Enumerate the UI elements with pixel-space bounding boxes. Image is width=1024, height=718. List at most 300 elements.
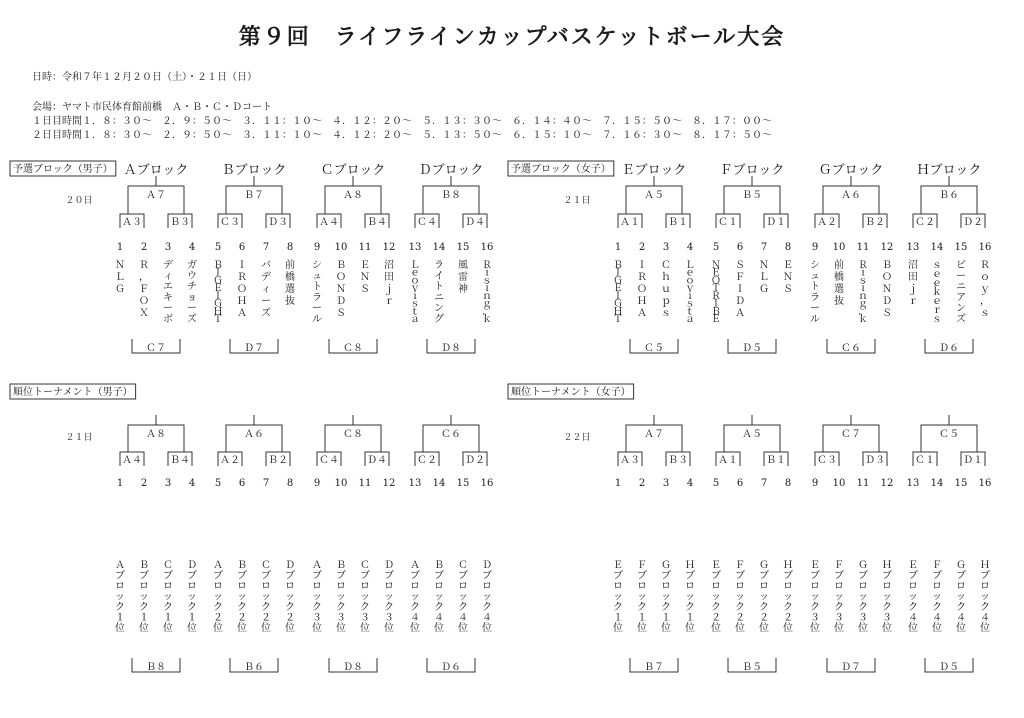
svg-text:ー: ー xyxy=(312,303,322,315)
svg-text:ロ: ロ xyxy=(187,581,197,592)
svg-text:ロ: ロ xyxy=(685,581,695,592)
svg-text:Ｅ: Ｅ xyxy=(908,560,918,571)
svg-text:ブ: ブ xyxy=(685,570,695,582)
svg-text:イ: イ xyxy=(434,270,444,282)
svg-text:１: １ xyxy=(163,612,173,624)
ranking-0-0-bottom-game: Ｂ８ xyxy=(146,662,166,673)
team-number: 9 xyxy=(313,242,321,253)
svg-text:ｏ: ｏ xyxy=(685,275,695,287)
team-name xyxy=(980,260,990,319)
svg-text:ッ: ッ xyxy=(410,591,420,603)
svg-text:ウ: ウ xyxy=(187,270,197,282)
team-name xyxy=(858,260,868,325)
prelim-0-2-right-game: Ｂ４ xyxy=(367,217,387,228)
svg-text:ク: ク xyxy=(882,602,892,613)
svg-text:ロ: ロ xyxy=(458,581,468,592)
svg-text:１: １ xyxy=(613,612,623,624)
ranking-1-3-right-game: Ｄ１ xyxy=(963,455,983,466)
seed-number: 10 xyxy=(832,478,846,489)
team-number: 3 xyxy=(164,242,172,253)
svg-text:Ｎ: Ｎ xyxy=(711,260,721,271)
ranking-0-3-bottom-game: Ｄ６ xyxy=(441,662,461,673)
svg-text:ロ: ロ xyxy=(115,581,125,592)
event-dates: 日時：令和７年１２月２０日（土）・２１日（日） xyxy=(32,72,257,83)
svg-text:ブ: ブ xyxy=(482,570,492,582)
svg-text:１: １ xyxy=(685,612,695,624)
team-name xyxy=(434,259,444,325)
svg-text:３: ３ xyxy=(882,612,892,624)
svg-text:Ｏ: Ｏ xyxy=(139,296,149,307)
prelim-1-0-top-game: Ａ５ xyxy=(644,190,664,201)
svg-text:ｋ: ｋ xyxy=(858,314,868,325)
svg-text:ｓ: ｓ xyxy=(685,298,695,310)
block-name-1-0: Ｅブロック xyxy=(621,163,687,178)
seed-label xyxy=(360,560,370,634)
svg-text:ク: ク xyxy=(163,602,173,613)
svg-text:Ｅ: Ｅ xyxy=(711,314,721,325)
svg-text:位: 位 xyxy=(980,623,990,634)
svg-text:選: 選 xyxy=(834,284,844,295)
svg-text:Ｅ: Ｅ xyxy=(360,260,370,271)
svg-text:ｓ: ｓ xyxy=(661,308,671,319)
team-number: 13 xyxy=(408,242,422,253)
ranking-1-1-left-game: Ａ１ xyxy=(718,455,738,466)
svg-text:ブ: ブ xyxy=(980,570,990,582)
svg-text:Ｄ: Ｄ xyxy=(285,560,295,571)
seed-label xyxy=(139,560,149,634)
svg-text:位: 位 xyxy=(834,623,844,634)
seed-label xyxy=(711,560,721,634)
svg-text:Ｎ: Ｎ xyxy=(783,272,793,283)
svg-text:Ｉ: Ｉ xyxy=(637,260,647,271)
prelim-section-label-1: 予選ブロック（女子） xyxy=(511,164,611,175)
team-name xyxy=(882,260,892,319)
svg-text:ｅ: ｅ xyxy=(410,267,420,279)
svg-text:Ｇ: Ｇ xyxy=(661,560,671,571)
seed-number: 1 xyxy=(614,478,622,489)
team-name xyxy=(956,259,966,325)
seed-number: 8 xyxy=(784,478,792,489)
svg-text:ブ: ブ xyxy=(115,570,125,582)
svg-text:ク: ク xyxy=(285,602,295,613)
team-name xyxy=(336,260,346,319)
seed-label xyxy=(434,560,444,634)
svg-text:ロ: ロ xyxy=(213,581,223,592)
team-name xyxy=(237,260,247,319)
svg-text:ク: ク xyxy=(932,602,942,613)
svg-text:位: 位 xyxy=(336,623,346,634)
svg-text:Ｅ: Ｅ xyxy=(213,283,223,295)
prelim-1-2-top-game: Ａ６ xyxy=(841,190,861,201)
svg-text:Ｃ: Ｃ xyxy=(360,560,370,571)
svg-text:ッ: ッ xyxy=(384,591,394,603)
svg-text:Ｌ: Ｌ xyxy=(410,260,420,271)
ranking-0-1-top-game: Ａ６ xyxy=(244,429,264,440)
svg-text:ロ: ロ xyxy=(858,581,868,592)
ranking-1-2-bottom-game: Ｄ７ xyxy=(841,662,861,673)
svg-text:Ｆ: Ｆ xyxy=(735,272,745,283)
ranking-0-3-top-game: Ｃ６ xyxy=(441,429,461,440)
svg-text:ｓ: ｓ xyxy=(932,314,942,325)
svg-text:Ａ: Ａ xyxy=(637,308,647,319)
svg-text:ロ: ロ xyxy=(139,581,149,592)
svg-text:ク: ク xyxy=(187,602,197,613)
svg-text:ｔ: ｔ xyxy=(410,306,420,318)
ranking-1-0-bottom-game: Ｂ７ xyxy=(644,662,664,673)
svg-text:ッ: ッ xyxy=(759,591,769,603)
svg-text:ラ: ラ xyxy=(810,292,820,304)
svg-text:，: ， xyxy=(139,272,149,283)
seed-label xyxy=(285,560,295,634)
day1-schedule: １日目時間１．８：３０～ ２．９：５０～ ３．１１：１０～ ４．１２：２０～ ５．１３：３０～ ６．１４：４０～ ７．１５：５０～ ８．１７：００～ xyxy=(32,116,772,127)
svg-text:Ｃ: Ｃ xyxy=(261,560,271,571)
prelim-1-3-top-game: Ｂ６ xyxy=(939,190,959,201)
svg-text:Ｇ: Ｇ xyxy=(956,560,966,571)
team-number: 11 xyxy=(856,242,870,253)
svg-text:ｉ: ｉ xyxy=(858,283,868,295)
svg-text:４: ４ xyxy=(908,612,918,624)
seed-number: 2 xyxy=(638,478,646,489)
svg-text:ブ: ブ xyxy=(858,570,868,582)
ranking-0-1-left-game: Ａ２ xyxy=(220,455,240,466)
svg-text:Ｎ: Ｎ xyxy=(115,260,125,271)
svg-text:ル: ル xyxy=(312,314,322,325)
svg-text:ブ: ブ xyxy=(410,570,420,582)
seed-label xyxy=(810,560,820,634)
prelim-0-3-right-game: Ｄ４ xyxy=(465,217,485,228)
ranking-1-0-right-game: Ｂ３ xyxy=(668,455,688,466)
svg-text:Ｔ: Ｔ xyxy=(613,314,623,325)
svg-text:ブ: ブ xyxy=(458,570,468,582)
svg-text:ロ: ロ xyxy=(834,581,844,592)
svg-text:Ｅ: Ｅ xyxy=(711,267,721,279)
svg-text:Ａ: Ａ xyxy=(735,308,745,319)
svg-text:Ｅ: Ｅ xyxy=(613,283,623,295)
svg-text:Ｇ: Ｇ xyxy=(759,284,769,295)
svg-text:Ｂ: Ｂ xyxy=(237,560,247,571)
svg-text:デ: デ xyxy=(261,272,271,283)
seed-label xyxy=(482,560,492,634)
team-number: 6 xyxy=(238,242,246,253)
team-name xyxy=(810,260,820,325)
svg-text:Ｂ: Ｂ xyxy=(882,260,892,271)
svg-text:ク: ク xyxy=(834,602,844,613)
team-number: 1 xyxy=(614,242,622,253)
team-number: 1 xyxy=(116,242,124,253)
svg-text:位: 位 xyxy=(685,623,695,634)
svg-text:１: １ xyxy=(115,612,125,624)
svg-text:ｇ: ｇ xyxy=(858,298,868,310)
svg-text:ビ: ビ xyxy=(956,260,966,271)
team-number: 16 xyxy=(480,242,494,253)
svg-text:Ｃ: Ｃ xyxy=(661,260,671,271)
svg-text:Ａ: Ａ xyxy=(115,560,125,571)
svg-text:ッ: ッ xyxy=(711,591,721,603)
svg-text:ｒ: ｒ xyxy=(932,305,942,316)
svg-text:位: 位 xyxy=(637,623,647,634)
svg-text:ｅ: ｅ xyxy=(932,278,942,289)
team-name xyxy=(482,260,492,325)
svg-text:ィ: ィ xyxy=(261,284,271,295)
block-name-1-1: Ｆブロック xyxy=(719,163,785,178)
ranking-date-0: ２１日 xyxy=(65,433,93,443)
seed-number: 12 xyxy=(382,478,396,489)
svg-text:ク: ク xyxy=(956,602,966,613)
svg-text:位: 位 xyxy=(711,623,721,634)
svg-text:Ｆ: Ｆ xyxy=(637,560,647,571)
prelim-0-0-top-game: Ａ７ xyxy=(146,190,166,201)
svg-text:ロ: ロ xyxy=(810,581,820,592)
svg-text:位: 位 xyxy=(956,623,966,634)
seed-label xyxy=(735,560,745,634)
block-name-0-1: Ｂブロック xyxy=(221,163,287,178)
svg-text:Ｎ: Ｎ xyxy=(360,272,370,283)
svg-text:３: ３ xyxy=(858,612,868,624)
ranking-1-0-left-game: Ａ３ xyxy=(620,455,640,466)
seed-label xyxy=(384,560,394,634)
prelim-date-0: ２０日 xyxy=(65,196,93,206)
svg-text:Ｅ: Ｅ xyxy=(810,560,820,571)
svg-text:ｊ: ｊ xyxy=(384,284,394,295)
svg-text:ク: ク xyxy=(312,602,322,613)
svg-text:Ｔ: Ｔ xyxy=(711,283,721,295)
svg-text:ュ: ュ xyxy=(810,270,820,282)
svg-text:Ｒ: Ｒ xyxy=(711,290,721,302)
svg-text:２: ２ xyxy=(735,612,745,624)
svg-text:ッ: ッ xyxy=(139,591,149,603)
svg-text:Ｈ: Ｈ xyxy=(685,560,695,571)
seed-label xyxy=(685,560,695,634)
svg-text:ッ: ッ xyxy=(312,591,322,603)
seed-label xyxy=(613,560,623,634)
prelim-0-0-bottom-game: Ｃ７ xyxy=(146,343,166,354)
svg-text:ｓ: ｓ xyxy=(410,298,420,310)
svg-text:ｉ: ｉ xyxy=(410,290,420,302)
svg-text:位: 位 xyxy=(285,623,295,634)
svg-text:３: ３ xyxy=(384,612,394,624)
svg-text:ｊ: ｊ xyxy=(908,284,918,295)
team-name xyxy=(163,259,173,325)
ranking-1-1-bottom-game: Ｂ５ xyxy=(742,662,762,673)
seed-number: 3 xyxy=(662,478,670,489)
ranking-1-0-top-game: Ａ７ xyxy=(644,429,664,440)
svg-text:ッ: ッ xyxy=(285,591,295,603)
team-name xyxy=(613,260,623,325)
prelim-1-1-right-game: Ｄ１ xyxy=(766,217,786,228)
svg-text:ッ: ッ xyxy=(834,591,844,603)
svg-text:ガ: ガ xyxy=(187,260,197,271)
svg-text:Ｇ: Ｇ xyxy=(858,560,868,571)
seed-number: 1 xyxy=(116,478,124,489)
svg-text:Ｇ: Ｇ xyxy=(213,298,223,310)
svg-text:Ｂ: Ｂ xyxy=(139,560,149,571)
svg-text:ロ: ロ xyxy=(410,581,420,592)
svg-text:ロ: ロ xyxy=(482,581,492,592)
svg-text:ッ: ッ xyxy=(187,591,197,603)
svg-text:Ｓ: Ｓ xyxy=(882,308,892,319)
prelim-0-1-right-game: Ｄ３ xyxy=(268,217,288,228)
prelim-1-2-right-game: Ｂ２ xyxy=(865,217,885,228)
svg-text:ロ: ロ xyxy=(783,581,793,592)
svg-text:Ｈ: Ｈ xyxy=(213,306,223,318)
seed-label xyxy=(187,560,197,634)
prelim-1-3-left-game: Ｃ２ xyxy=(915,217,935,228)
event-venue: 会場：ヤマト市民体育館前橋 Ａ・Ｂ・Ｃ・Ｄコート xyxy=(32,102,272,113)
svg-text:グ: グ xyxy=(434,314,444,325)
svg-text:２: ２ xyxy=(783,612,793,624)
svg-text:２: ２ xyxy=(711,612,721,624)
svg-text:２: ２ xyxy=(213,612,223,624)
svg-text:前: 前 xyxy=(285,260,295,271)
ranking-1-1-right-game: Ｂ１ xyxy=(766,455,786,466)
svg-text:ｇ: ｇ xyxy=(482,298,492,310)
team-name xyxy=(139,260,149,319)
svg-text:Ｎ: Ｎ xyxy=(759,260,769,271)
svg-text:位: 位 xyxy=(434,623,444,634)
prelim-1-1-left-game: Ｃ１ xyxy=(718,217,738,228)
svg-text:ｅ: ｅ xyxy=(932,269,942,280)
svg-text:ッ: ッ xyxy=(336,591,346,603)
seed-number: 11 xyxy=(358,478,372,489)
svg-text:ク: ク xyxy=(759,602,769,613)
svg-text:Ｈ: Ｈ xyxy=(882,560,892,571)
svg-text:Ｉ: Ｉ xyxy=(735,284,745,295)
svg-text:ブ: ブ xyxy=(163,570,173,582)
seed-number: 15 xyxy=(456,478,470,489)
svg-text:ト: ト xyxy=(312,281,322,293)
team-name xyxy=(735,260,745,319)
svg-text:ｙ: ｙ xyxy=(980,284,990,295)
svg-text:ｉ: ｉ xyxy=(482,283,492,295)
svg-text:ー: ー xyxy=(163,303,173,315)
svg-text:Ｇ: Ｇ xyxy=(759,560,769,571)
svg-text:Ｄ: Ｄ xyxy=(882,296,892,307)
svg-text:ブ: ブ xyxy=(613,570,623,582)
prelim-date-1: ２１日 xyxy=(563,196,591,206)
svg-text:ｏ: ｏ xyxy=(410,275,420,287)
team-name xyxy=(759,260,769,295)
team-name xyxy=(384,259,394,307)
svg-text:ブ: ブ xyxy=(237,570,247,582)
svg-text:ク: ク xyxy=(482,602,492,613)
svg-text:位: 位 xyxy=(908,623,918,634)
seed-number: 14 xyxy=(930,478,944,489)
svg-text:ロ: ロ xyxy=(956,581,966,592)
ranking-0-3-right-game: Ｄ２ xyxy=(465,455,485,466)
svg-text:４: ４ xyxy=(410,612,420,624)
svg-text:チ: チ xyxy=(187,281,197,293)
svg-text:４: ４ xyxy=(956,612,966,624)
svg-text:ｓ: ｓ xyxy=(932,260,942,271)
team-name xyxy=(360,260,370,295)
svg-text:Ｈ: Ｈ xyxy=(980,560,990,571)
svg-text:ａ: ａ xyxy=(410,314,420,325)
seed-number: 7 xyxy=(262,478,270,489)
svg-text:ト: ト xyxy=(434,281,444,293)
svg-text:位: 位 xyxy=(163,623,173,634)
svg-text:前: 前 xyxy=(834,260,844,271)
svg-text:４: ４ xyxy=(482,612,492,624)
prelim-0-3-bottom-game: Ｄ８ xyxy=(441,343,461,354)
seed-number: 13 xyxy=(408,478,422,489)
svg-text:ブ: ブ xyxy=(661,570,671,582)
svg-text:ｋ: ｋ xyxy=(482,314,492,325)
svg-text:ｒ: ｒ xyxy=(908,296,918,307)
team-number: 7 xyxy=(760,242,768,253)
svg-text:ロ: ロ xyxy=(637,581,647,592)
seed-label xyxy=(759,560,769,634)
prelim-0-1-top-game: Ｂ７ xyxy=(244,190,264,201)
svg-text:Ｌ: Ｌ xyxy=(759,272,769,283)
seed-label xyxy=(956,560,966,634)
seed-label xyxy=(163,560,173,634)
svg-text:Ｉ: Ｉ xyxy=(213,290,223,302)
svg-text:ッ: ッ xyxy=(908,591,918,603)
svg-text:ブ: ブ xyxy=(312,570,322,582)
team-number: 11 xyxy=(358,242,372,253)
svg-text:位: 位 xyxy=(482,623,492,634)
svg-text:ク: ク xyxy=(735,602,745,613)
svg-text:ク: ク xyxy=(237,602,247,613)
svg-text:ク: ク xyxy=(384,602,394,613)
prelim-0-0-left-game: Ａ３ xyxy=(122,217,142,228)
svg-text:ｖ: ｖ xyxy=(685,283,695,295)
prelim-0-2-bottom-game: Ｃ８ xyxy=(343,343,363,354)
svg-text:ク: ク xyxy=(858,602,868,613)
svg-text:Ｂ: Ｂ xyxy=(336,560,346,571)
svg-text:２: ２ xyxy=(759,612,769,624)
ranking-0-2-left-game: Ｃ４ xyxy=(319,455,339,466)
seed-label xyxy=(932,560,942,634)
svg-text:ッ: ッ xyxy=(613,591,623,603)
svg-text:４: ４ xyxy=(434,612,444,624)
svg-text:ィ: ィ xyxy=(163,270,173,282)
seed-label xyxy=(980,560,990,634)
team-name xyxy=(458,259,468,295)
prelim-1-1-bottom-game: Ｄ５ xyxy=(742,343,762,354)
svg-text:Ａ: Ａ xyxy=(213,560,223,571)
team-name xyxy=(187,259,197,325)
seed-label xyxy=(783,560,793,634)
svg-text:位: 位 xyxy=(139,623,149,634)
seed-label xyxy=(661,560,671,634)
ranking-0-1-bottom-game: Ｂ６ xyxy=(244,662,264,673)
svg-text:位: 位 xyxy=(261,623,271,634)
prelim-1-0-left-game: Ａ１ xyxy=(620,217,640,228)
prelim-1-2-left-game: Ａ２ xyxy=(817,217,837,228)
svg-text:Ａ: Ａ xyxy=(312,560,322,571)
ranking-0-0-right-game: Ｂ４ xyxy=(170,455,190,466)
svg-text:４: ４ xyxy=(980,612,990,624)
team-name xyxy=(834,258,845,307)
seed-number: 3 xyxy=(164,478,172,489)
svg-text:Ｆ: Ｆ xyxy=(834,560,844,571)
svg-text:Ｉ: Ｉ xyxy=(213,267,223,279)
svg-text:ブ: ブ xyxy=(711,570,721,582)
svg-text:風: 風 xyxy=(458,260,468,271)
prelim-section-label-0: 予選ブロック（男子） xyxy=(13,164,113,175)
prelim-0-0-right-game: Ｂ３ xyxy=(170,217,190,228)
svg-text:４: ４ xyxy=(932,612,942,624)
svg-text:ロ: ロ xyxy=(384,581,394,592)
svg-text:ッ: ッ xyxy=(980,591,990,603)
svg-text:ク: ク xyxy=(115,602,125,613)
svg-text:位: 位 xyxy=(187,623,197,634)
svg-text:Ｉ: Ｉ xyxy=(613,290,623,302)
svg-text:位: 位 xyxy=(115,623,125,634)
svg-text:ブ: ブ xyxy=(759,570,769,582)
team-name xyxy=(261,260,271,319)
